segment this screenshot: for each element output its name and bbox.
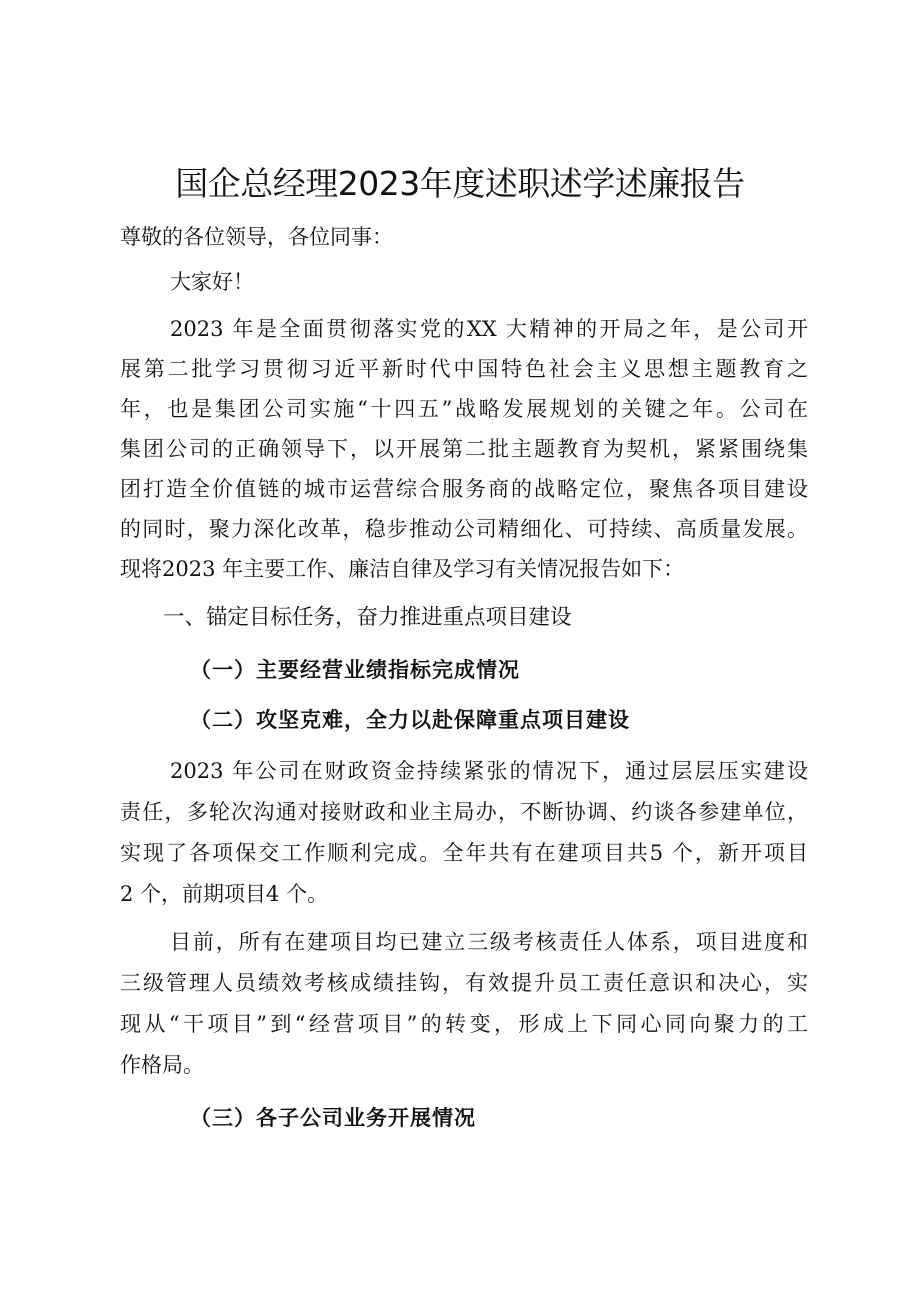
- paragraph-line: 集团公司的正确领导下，以开展第二批主题教育为契机，紧紧围绕集: [120, 437, 808, 461]
- greeting: 大家好！: [170, 270, 254, 294]
- paragraph-line: 2023 年是全面贯彻落实党的XX 大精神的开局之年，是公司开: [170, 317, 808, 341]
- paragraph-line: 团打造全价值链的城市运营综合服务商的战略定位，聚焦各项目建设: [120, 477, 808, 501]
- paragraph-line: 年，也是集团公司实施“十四五”战略发展规划的关键之年。公司在: [120, 397, 808, 421]
- document-title: 国企总经理2023年度述职述学述廉报告: [175, 164, 745, 203]
- paragraph-line: 实现了各项保交工作顺利完成。全年共有在建项目共5 个，新开项目: [120, 841, 808, 865]
- paragraph-line: 责任，多轮次沟通对接财政和业主局办，不断协调、约谈各参建单位，: [120, 800, 808, 824]
- paragraph-line: 的同时，聚力深化改革，稳步推动公司精细化、可持续、高质量发展。: [120, 517, 808, 541]
- salutation: 尊敬的各位领导，各位同事：: [120, 225, 393, 249]
- paragraph-line: 三级管理人员绩效考核成绩挂钩，有效提升员工责任意识和决心，实: [120, 971, 808, 995]
- paragraph-line: 展第二批学习贯彻习近平新时代中国特色社会主义思想主题教育之: [120, 357, 808, 381]
- subsection-heading: （二）攻坚克难，全力以赴保障重点项目建设: [190, 707, 630, 732]
- paragraph-line: 现从“干项目”到“经营项目”的转变，形成上下同心同向聚力的工: [120, 1012, 808, 1036]
- subsection-heading: （一）主要经营业绩指标完成情况: [190, 657, 520, 682]
- paragraph-line: 现将2023 年主要工作、廉洁自律及学习有关情况报告如下：: [120, 557, 685, 581]
- subsection-heading: （三）各子公司业务开展情况: [190, 1105, 476, 1130]
- paragraph-line: 2 个，前期项目4 个。: [120, 882, 329, 906]
- paragraph-line: 2023 年公司在财政资金持续紧张的情况下，通过层层压实建设: [170, 759, 808, 783]
- section-heading: 一、锚定目标任务，奋力推进重点项目建设: [163, 605, 572, 630]
- paragraph-line: 目前，所有在建项目均已建立三级考核责任人体系，项目进度和: [170, 930, 808, 954]
- paragraph-line: 作格局。: [120, 1053, 204, 1077]
